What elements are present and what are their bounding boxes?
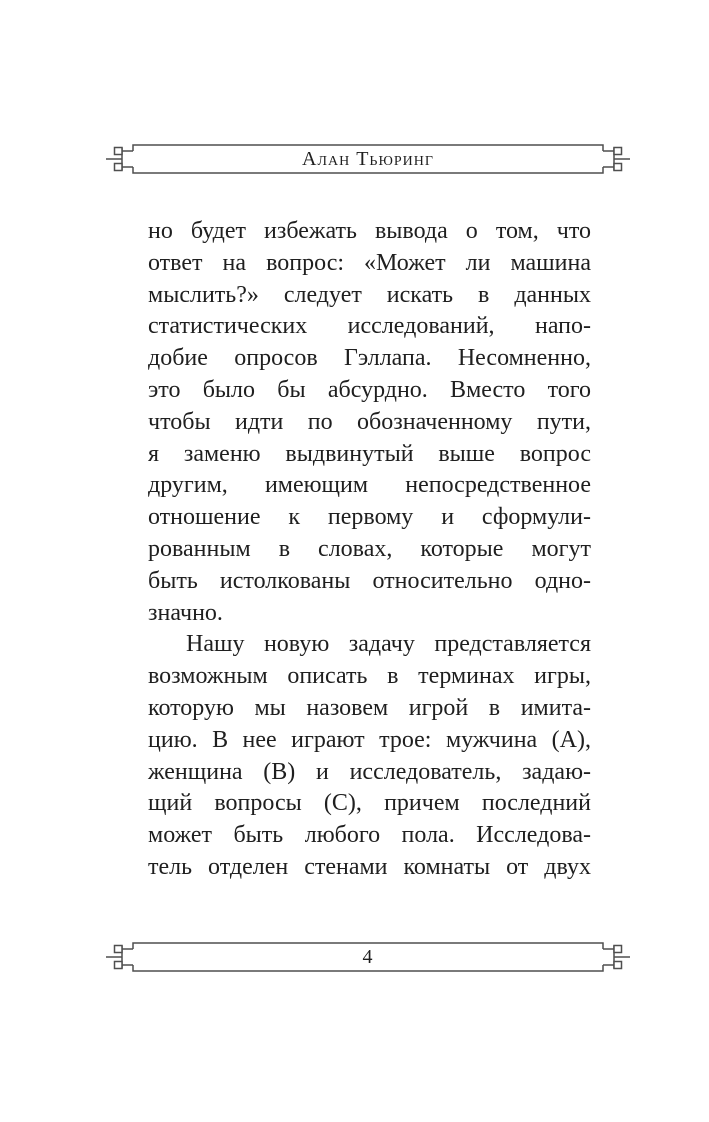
text-line: отношение к первому и сформули- — [148, 504, 591, 531]
right-plug-icon — [603, 148, 630, 171]
text-line: чтобы идти по обозначенному пути, — [148, 408, 591, 435]
text-line: тель отделен стенами комнаты от двух — [148, 853, 591, 880]
text-line: рованным в словах, которые могут — [148, 535, 591, 562]
running-title: Алан Тьюринг — [302, 147, 434, 170]
text-line: статистических исследований, напо- — [148, 313, 591, 340]
text-line: другим, имеющим непосредственное — [148, 472, 591, 499]
page-footer — [106, 942, 630, 972]
text-line: это было бы абсурдно. Вместо того — [148, 376, 591, 403]
text-line: щий вопросы (С), причем последний — [148, 790, 591, 817]
paragraph — [148, 216, 591, 629]
text-line: мыслить?» следует искать в данных — [148, 281, 591, 308]
text-line: но будет избежать вывода о том, что — [148, 218, 591, 244]
page-header — [106, 144, 630, 174]
text-line: может быть любого пола. Исследова- — [148, 822, 591, 849]
text-line: возможным описать в терминах игры, — [148, 663, 591, 690]
text-line: женщина (В) и исследователь, задаю- — [148, 758, 591, 785]
paragraph — [148, 629, 591, 883]
left-plug-icon — [106, 148, 133, 171]
text-line: быть истолкованы относительно одно- — [148, 567, 591, 594]
text-line: добие опросов Гэллапа. Несомненно, — [148, 345, 591, 372]
page-number: 4 — [362, 945, 374, 968]
text-line: я заменю выдвинутый выше вопрос — [148, 440, 591, 467]
text-line: цию. В нее играют трое: мужчина (А), — [148, 726, 591, 753]
left-plug-icon — [106, 946, 133, 969]
text-line: которую мы назовем игрой в имита- — [148, 694, 591, 721]
text-line: ответ на вопрос: «Может ли машина — [148, 249, 591, 276]
text-line: Нашу новую задачу представляется — [186, 631, 591, 658]
right-plug-icon — [603, 946, 630, 969]
text-line: значно. — [148, 599, 223, 626]
text-body — [148, 216, 591, 884]
